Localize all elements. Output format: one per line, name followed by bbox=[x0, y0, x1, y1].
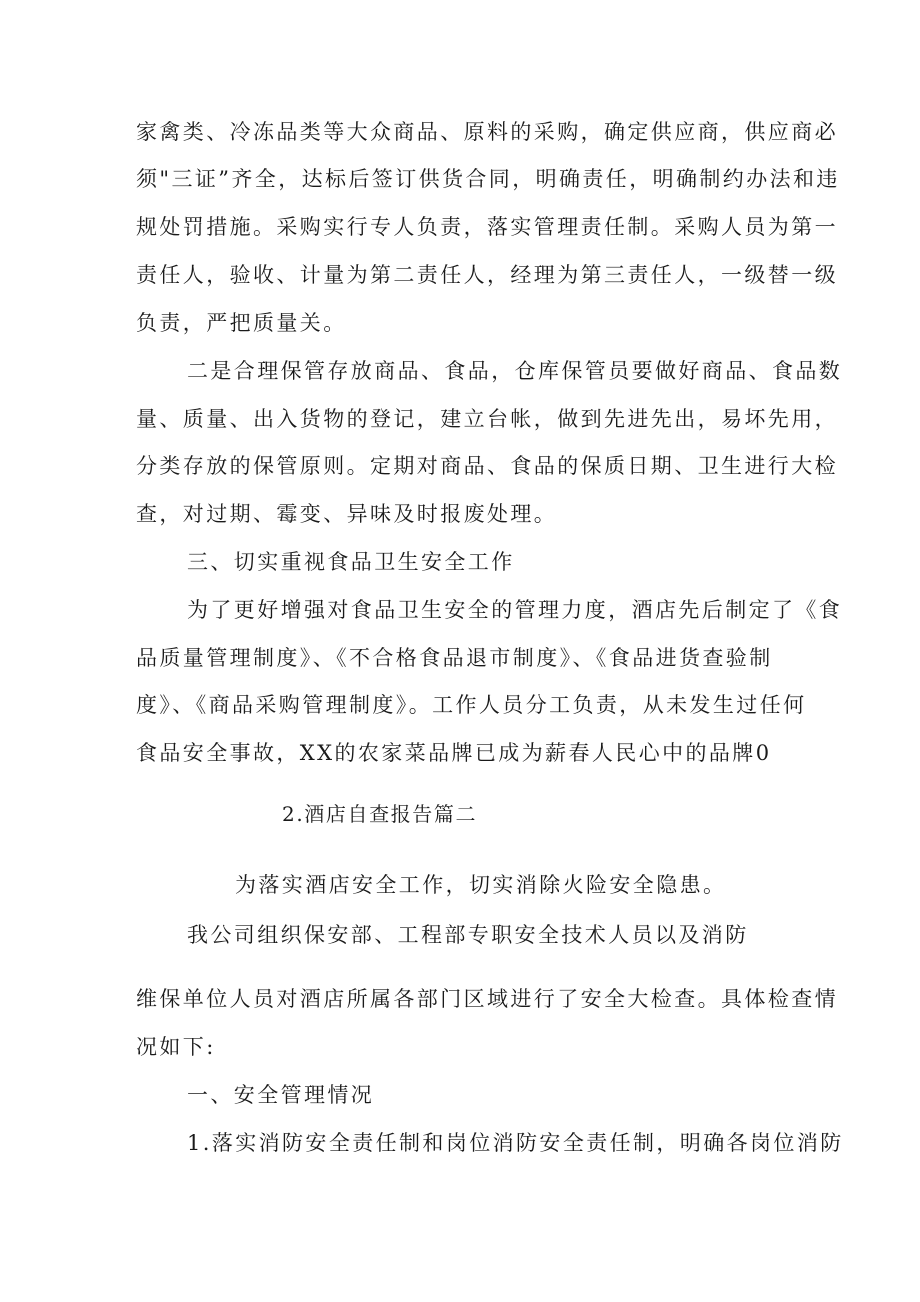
text-line-12: 品质量管理制度》、《不合格食品退市制度》、《食品进货查验制 bbox=[136, 646, 773, 670]
text-line-18: 维保单位人员对酒店所属各部门区域进行了安全大检查。具体检查情 bbox=[136, 987, 838, 1011]
text-line-6: 二是合理保管存放商品、食品，仓库保管员要做好商品、食品数 bbox=[187, 359, 843, 383]
text-line-13: 度》、《商品采购管理制度》。工作人员分工负责，从未发生过任何 bbox=[136, 693, 807, 717]
text-line-11: 为了更好增强对食品卫生安全的管理力度，酒店先后制定了《食 bbox=[187, 598, 843, 622]
text-line-8: 分类存放的保管原则。定期对商品、食品的保质日期、卫生进行大检 bbox=[136, 454, 838, 478]
text-line-21: 1.落实消防安全责任制和岗位消防安全责任制，明确各岗位消防 bbox=[187, 1131, 844, 1155]
text-line-4: 责任人，验收、计量为第二责任人，经理为第三责任人，一级替一级 bbox=[136, 263, 838, 287]
section-heading-3: 三、切实重视食品卫生安全工作 bbox=[187, 550, 515, 574]
article-heading: 2.酒店自查报告篇二 bbox=[282, 802, 478, 826]
section-heading-1: 一、安全管理情况 bbox=[187, 1083, 375, 1107]
text-line-2: 须"三证”齐全，达标后签订供货合同，明确责任，明确制约办法和违 bbox=[136, 167, 840, 191]
text-line-1: 家禽类、冷冻品类等大众商品、原料的采购，确定供应商，供应商必 bbox=[136, 120, 838, 144]
text-line-7: 量、质量、出入货物的登记，建立台帐，做到先进先出，易坏先用， bbox=[136, 407, 838, 431]
text-line-3: 规处罚措施。采购实行专人负责，落实管理责任制。采购人员为第一 bbox=[136, 215, 838, 239]
text-line-17: 我公司组织保安部、工程部专职安全技术人员以及消防 bbox=[187, 923, 749, 947]
text-line-5: 负责，严把质量关。 bbox=[136, 311, 347, 335]
text-line-9: 查，对过期、霉变、异味及时报废处理。 bbox=[136, 502, 558, 526]
text-line-16: 为落实酒店安全工作，切实消除火险安全隐患。 bbox=[235, 873, 727, 897]
text-line-19: 况如下: bbox=[136, 1035, 216, 1059]
text-line-14: 食品安全事故，XX的农家菜品牌已成为薪春人民心中的品牌0 bbox=[136, 741, 772, 765]
